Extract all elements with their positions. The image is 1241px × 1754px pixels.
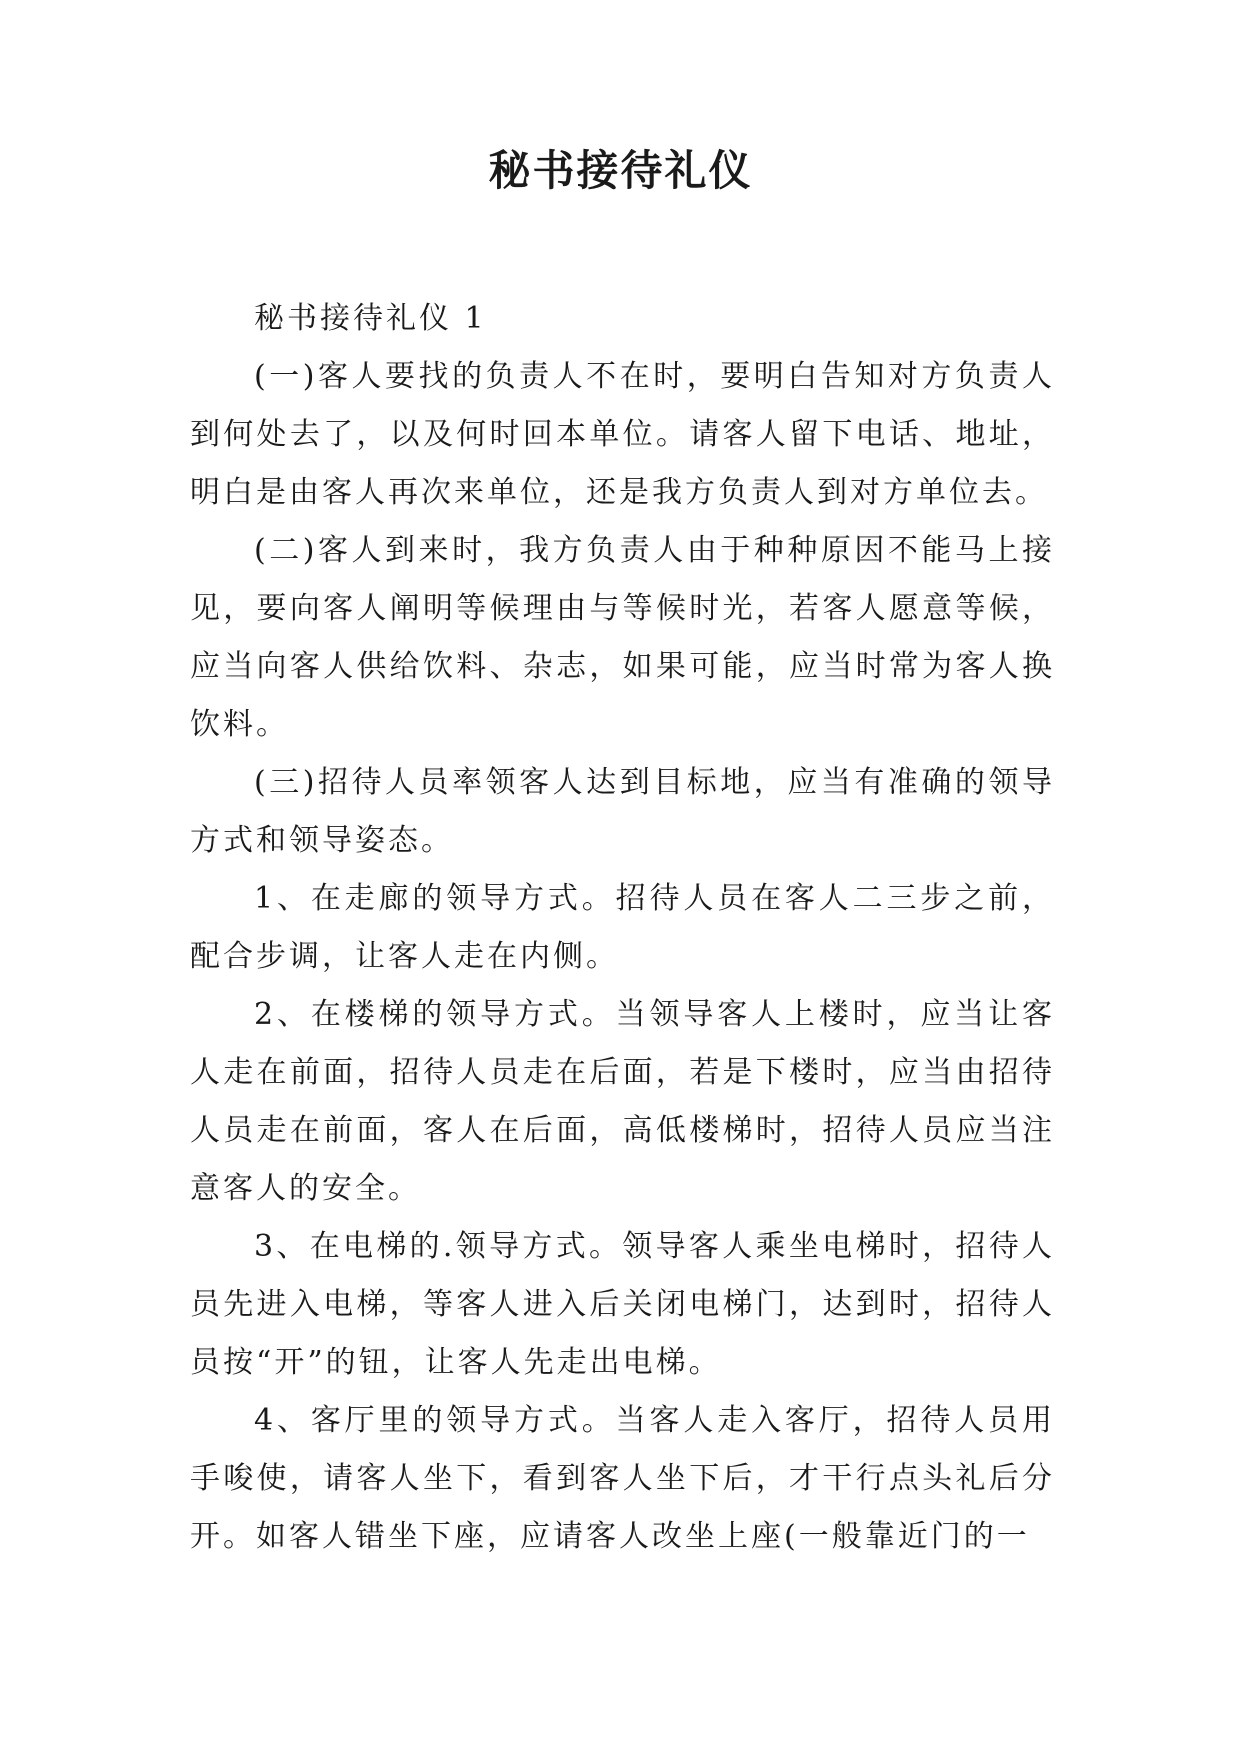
paragraph-3: (三)招待人员率领客人达到目标地，应当有准确的领导方式和领导姿态。 <box>190 765 1055 858</box>
paragraph-4: 1、在走廊的领导方式。招待人员在客人二三步之前，配合步调，让客人走在内侧。 <box>190 881 1055 974</box>
paragraph-2: (二)客人到来时，我方负责人由于种种原因不能马上接见，要向客人阐明等候理由与等候时光，若客人愿意等候，应当向客人供给饮料、杂志，如果可能，应当时常为客人换饮料。 <box>190 533 1055 742</box>
paragraph-6: 3、在电梯的.领导方式。领导客人乘坐电梯时，招待人员先进入电梯，等客人进入后关闭电梯门，达到时，招待人员按“开”的钮，让客人先走出电梯。 <box>190 1229 1055 1380</box>
document-body <box>190 290 1055 1566</box>
paragraph-7: 4、客厅里的领导方式。当客人走入客厅，招待人员用手唆使，请客人坐下，看到客人坐下后，才干行点头礼后分开。如客人错坐下座，应请客人改坐上座(一般靠近门的一 <box>190 1403 1055 1554</box>
paragraph-1: (一)客人要找的负责人不在时，要明白告知对方负责人到何处去了，以及何时回本单位。请客人留下电话、地址，明白是由客人再次来单位，还是我方负责人到对方单位去。 <box>190 359 1055 510</box>
document-title: 秘书接待礼仪 <box>488 146 753 195</box>
paragraph-5: 2、在楼梯的领导方式。当领导客人上楼时，应当让客人走在前面，招待人员走在后面，若是下楼时，应当由招待人员走在前面，客人在后面，高低楼梯时，招待人员应当注意客人的安全。 <box>190 997 1055 1206</box>
section-heading: 秘书接待礼仪 1 <box>254 301 487 336</box>
